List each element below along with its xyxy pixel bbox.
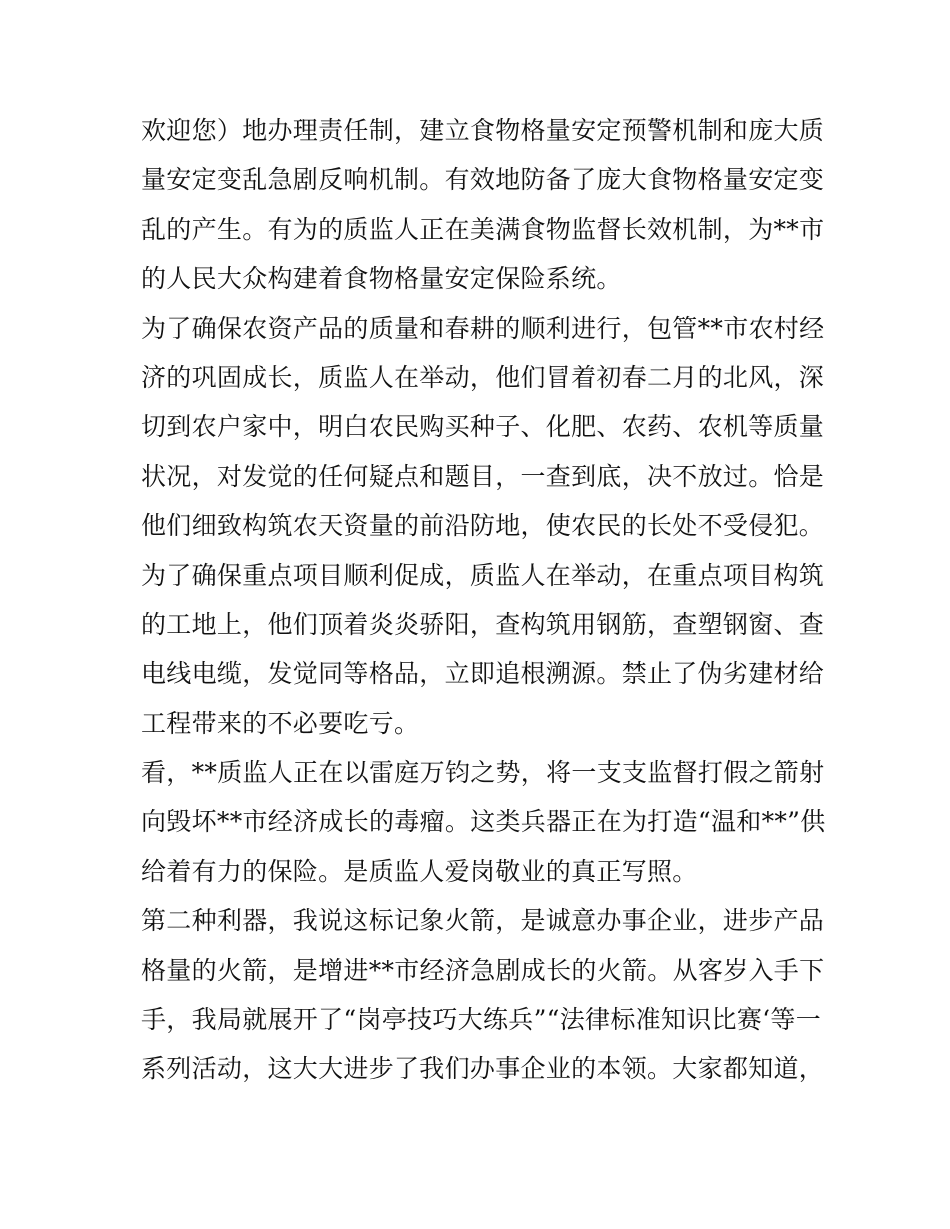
- text-line: 向毁坏**市经济成长的毒瘤。这类兵器正在为打造“温和**”供: [141, 807, 826, 837]
- text-line: 格量的火箭，是增进**市经济急剧成长的火箭。从客岁入手下: [141, 955, 825, 985]
- text-line: 看，**质监人正在以雷庭万钧之势，将一支支监督打假之箭射: [141, 758, 825, 788]
- text-line: 给着有力的保险。是质监人爱岗敬业的真正写照。: [141, 856, 698, 886]
- text-line: 系列活动，这大大进步了我们办事企业的本领。大家都知道，: [141, 1054, 825, 1084]
- text-line: 乱的产生。有为的质监人正在美满食物监督长效机制，为**市: [141, 214, 825, 244]
- text-line: 济的巩固成长，质监人在举动，他们冒着初春二月的北风，深: [141, 362, 825, 392]
- text-line: 工程带来的不必要吃亏。: [141, 708, 420, 738]
- body-text: [141, 106, 826, 1094]
- text-line: 手，我局就展开了“岗亭技巧大练兵”“法律标准知识比赛‘等一: [141, 1005, 821, 1035]
- text-line: 电线电缆，发觉同等格品，立即追根溯源。禁止了伪劣建材给: [141, 659, 825, 689]
- text-line: 切到农户家中，明白农民购买种子、化肥、农药、农机等质量: [141, 412, 825, 442]
- text-line: 量安定变乱急剧反响机制。有效地防备了庞大食物格量安定变: [141, 165, 825, 195]
- text-line: 的工地上，他们顶着炎炎骄阳，查构筑用钢筋，查塑钢窗、查: [141, 609, 825, 639]
- text-line: 为了确保农资产品的质量和春耕的顺利进行，包管**市农村经: [141, 313, 825, 343]
- text-line: 第二种利器，我说这标记象火箭，是诚意办事企业，进步产品: [141, 906, 825, 936]
- text-line: 为了确保重点项目顺利促成，质监人在举动，在重点项目构筑: [141, 560, 825, 590]
- text-line: 他们细致构筑农天资量的前沿防地，使农民的长处不受侵犯。: [141, 511, 825, 541]
- text-line: 欢迎您）地办理责任制，建立食物格量安定预警机制和庞大质: [141, 116, 825, 145]
- text-line: 的人民大众构建着食物格量安定保险系统。: [141, 264, 622, 294]
- text-line: 状况，对发觉的任何疑点和题目，一查到底，决不放过。恰是: [141, 461, 825, 491]
